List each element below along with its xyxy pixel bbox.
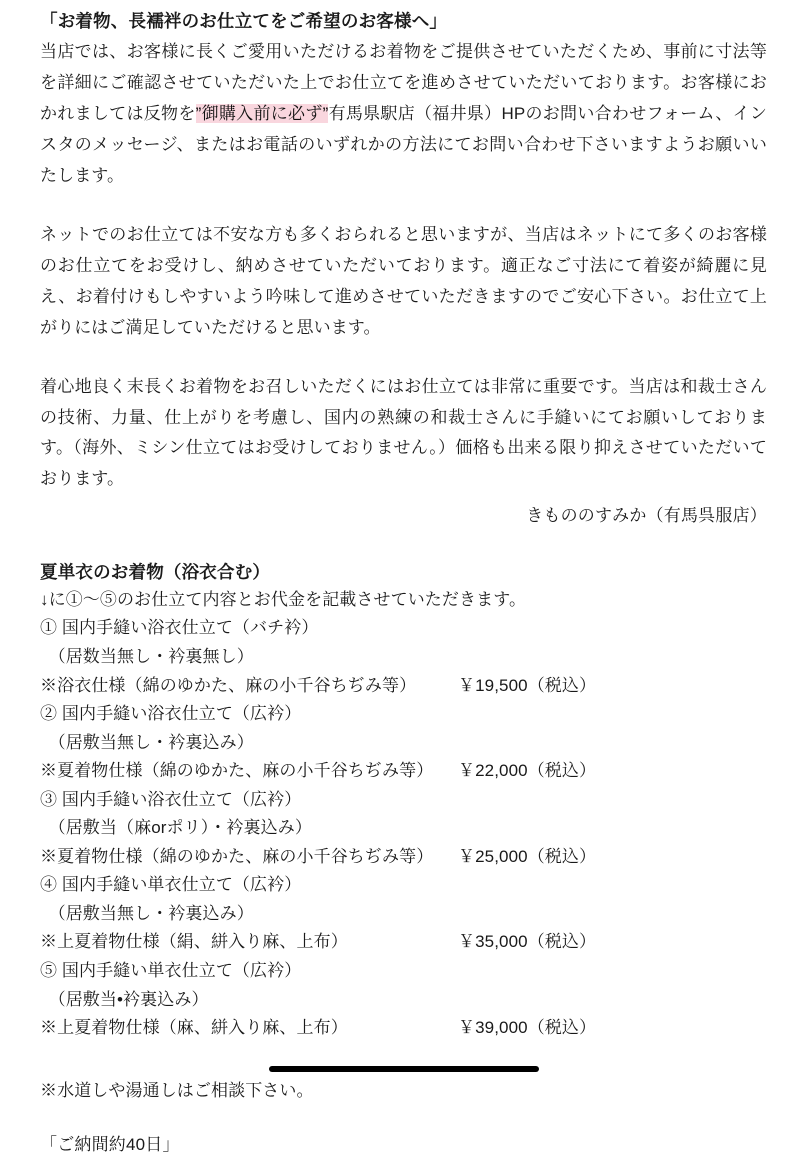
list-item-title: ① 国内手縫い浴衣仕立て（バチ衿） xyxy=(40,618,319,638)
delivery-time: 「ご納間約40日」 xyxy=(40,1135,180,1155)
list-item-spec: ※夏着物仕様（綿のゆかた、麻の小千谷ちぢみ等） xyxy=(40,761,434,781)
list-item-title: ② 国内手縫い浴衣仕立て（広衿） xyxy=(40,704,302,724)
intro-paragraph xyxy=(40,37,767,192)
page-title: 「お着物、長襦袢のお仕立てをご希望のお客様へ」 xyxy=(40,11,448,31)
list-item-subtitle: （居敷当無し・衿裏込み） xyxy=(40,732,254,752)
price-list-lead: ↓に①〜⑤のお仕立て内容とお代金を記載させていただきます。 xyxy=(40,589,527,609)
list-item-price: ￥22,000（税込） xyxy=(458,761,597,781)
list-item-price: ￥35,000（税込） xyxy=(458,932,597,952)
home-indicator[interactable] xyxy=(269,1066,539,1072)
list-item-title: ③ 国内手縫い浴衣仕立て（広衿） xyxy=(40,789,302,809)
list-item-price: ￥25,000（税込） xyxy=(458,846,597,866)
list-item-spec: ※上夏着物仕様（麻、絣入り麻、上布） xyxy=(40,1018,348,1038)
list-item-price-row xyxy=(40,757,767,786)
paragraph-spacer xyxy=(40,344,767,372)
intro-paragraph-text-after: 有馬県駅店（福井県）HPのお問い合わせフォーム、インスタのメッセージ、またはお電話のいずれかの方法にてお問い合わせ下さいますようお願いいたします。 xyxy=(40,104,768,185)
paragraph-spacer xyxy=(40,192,767,220)
list-item-title: ⑤ 国内手縫い単衣仕立て（広衿） xyxy=(40,961,302,981)
paragraph-online-tailoring: ネットでのお仕立ては不安な方も多くおられると思いますが、当店はネットにて多くのお客様のお仕立てをお受けし、納めさせていただいております。適正なご寸法にて着姿が綺麗に見え、お着付けもしやすいよう吟味して進めさせていただきますのでご安心下さい。お仕立て上がりにはご満足していただけると思います。 xyxy=(40,224,767,337)
list-item-price: ￥39,000（税込） xyxy=(458,1018,597,1038)
signature: きもののすみか（有馬呉服店） xyxy=(526,506,767,526)
delivery-spacer xyxy=(40,1105,767,1131)
list-item-spec: ※夏着物仕様（綿のゆかた、麻の小千谷ちぢみ等） xyxy=(40,846,434,866)
highlighted-warning: ”御購入前に必ず” xyxy=(195,104,329,123)
list-item-price-row xyxy=(40,928,767,957)
paragraph-craftsmanship: 着心地良く末長くお着物をお召しいただくにはお仕立ては非常に重要です。当店は和裁士さんの技術、力量、仕上がりを考慮し、国内の熟練の和裁士さんに手縫いにてお願いしております。（海外、ミシン仕立てはお受けしておりません。）価格も出来る限り抑えさせていただいております。 xyxy=(40,376,767,489)
list-item-price-row xyxy=(40,843,767,872)
list-item-title: ④ 国内手縫い単衣仕立て（広衿） xyxy=(40,875,302,895)
list-item-subtitle: （居敷当無し・衿裏込み） xyxy=(40,903,254,923)
list-item-subtitle: （居敷当（麻orポリ）・衿裏込み） xyxy=(40,818,312,838)
list-item-price-row xyxy=(40,672,767,701)
section-spacer xyxy=(40,532,767,558)
intro-paragraph-text-before: 当店では、お客様に長くご愛用いただけるお着物をご提供させていただくため、事前に寸法等を詳細にご確認させていただいた上でお仕立てを進めさせていただいております。お客様におかれましては反物を xyxy=(40,42,767,123)
list-item-spec: ※浴衣仕様（綿のゆかた、麻の小千谷ちぢみ等） xyxy=(40,675,417,695)
note-washing: ※水道しや湯通しはご相談下さい。 xyxy=(40,1080,314,1100)
list-item-price: ￥19,500（税込） xyxy=(458,675,597,695)
list-item-subtitle: （居敷当•衿裏込み） xyxy=(40,989,209,1009)
list-item-subtitle: （居数当無し・衿裏無し） xyxy=(40,647,254,666)
list-item-price-row xyxy=(40,1014,767,1043)
list-item-spec: ※上夏着物仕様（絹、絣入り麻、上布） xyxy=(40,932,348,952)
section-title-summer-kimono: 夏単衣のお着物（浴衣合む） xyxy=(40,561,271,582)
